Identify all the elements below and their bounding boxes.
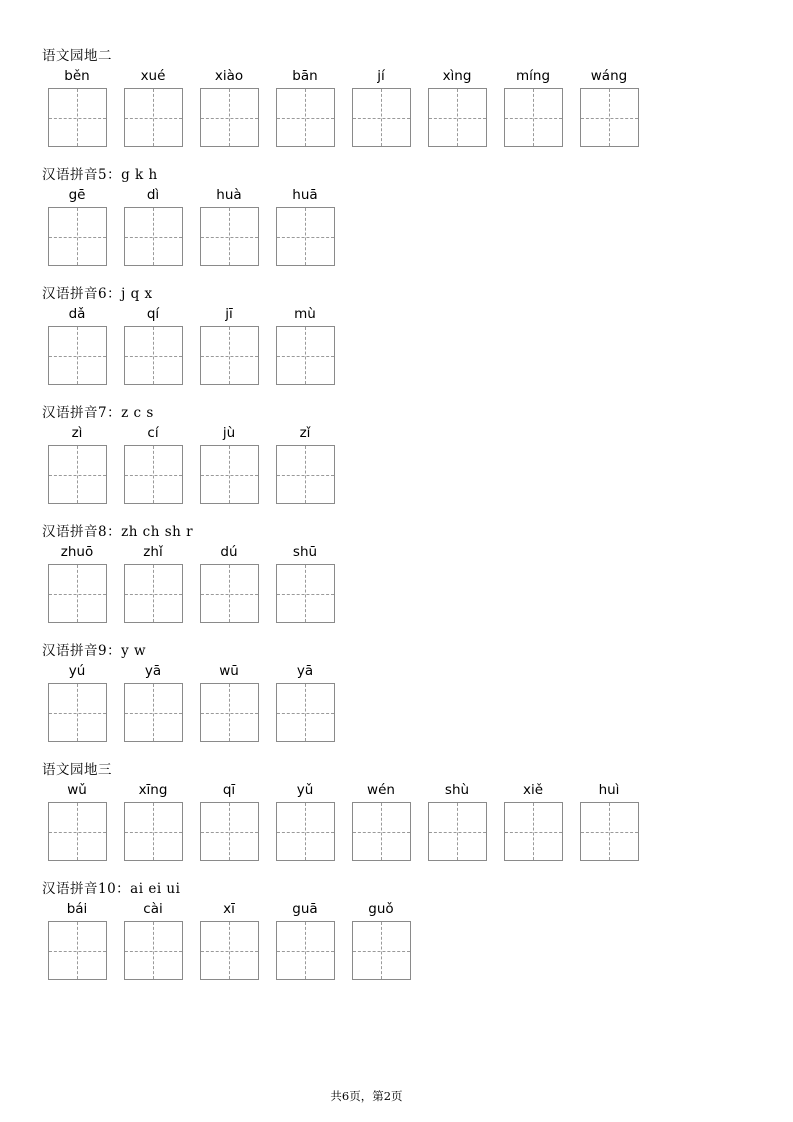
pinyin-label: zì <box>71 425 83 441</box>
pinyin-cell <box>196 901 262 980</box>
pinyin-cell <box>120 68 186 147</box>
pinyin-cell <box>120 544 186 623</box>
page-footer: 共6页，第2页 <box>330 1089 403 1103</box>
pinyin-label: xīng <box>138 782 168 798</box>
tianzige-box[interactable] <box>200 802 259 861</box>
section-2 <box>40 163 745 266</box>
tianzige-box[interactable] <box>276 445 335 504</box>
grid-horizontal-line <box>125 356 182 357</box>
pinyin-cell <box>44 187 110 266</box>
tianzige-box[interactable] <box>276 326 335 385</box>
grid-horizontal-line <box>505 118 562 119</box>
pinyin-cell <box>272 782 338 861</box>
pinyin-label: bái <box>66 901 88 917</box>
tianzige-box[interactable] <box>352 921 411 980</box>
pinyin-cell <box>120 306 186 385</box>
section-5 <box>40 520 745 623</box>
pinyin-cell <box>500 782 566 861</box>
grid-horizontal-line <box>277 951 334 952</box>
pinyin-label: guā <box>292 901 318 917</box>
pinyin-label: yā <box>144 663 162 679</box>
pinyin-cell <box>272 187 338 266</box>
tianzige-box[interactable] <box>48 683 107 742</box>
pinyin-label: huà <box>216 187 242 203</box>
grid-horizontal-line <box>201 356 258 357</box>
pinyin-cell <box>196 306 262 385</box>
pinyin-cell <box>196 782 262 861</box>
section-6 <box>40 639 745 742</box>
grid-horizontal-line <box>125 951 182 952</box>
pinyin-cell <box>120 782 186 861</box>
pinyin-label: xiào <box>214 68 244 84</box>
pinyin-cell <box>272 425 338 504</box>
grid-horizontal-line <box>201 832 258 833</box>
tianzige-box[interactable] <box>276 564 335 623</box>
pinyin-cell <box>196 663 262 742</box>
tianzige-box[interactable] <box>276 802 335 861</box>
section-1 <box>40 44 745 147</box>
pinyin-label: zhuō <box>60 544 94 560</box>
pinyin-label: jí <box>377 68 385 84</box>
tianzige-box[interactable] <box>200 683 259 742</box>
pinyin-label: míng <box>515 68 551 84</box>
pinyin-label: wǔ <box>67 782 87 798</box>
pinyin-cell <box>272 901 338 980</box>
cell-row <box>40 901 745 980</box>
pinyin-cell <box>44 782 110 861</box>
pinyin-label: zhǐ <box>143 544 163 560</box>
pinyin-cell <box>44 68 110 147</box>
pinyin-cell <box>196 544 262 623</box>
pinyin-cell <box>348 782 414 861</box>
pinyin-label: yā <box>296 663 314 679</box>
cell-row <box>40 663 745 742</box>
pinyin-cell <box>44 306 110 385</box>
tianzige-box[interactable] <box>48 802 107 861</box>
grid-horizontal-line <box>277 832 334 833</box>
pinyin-label: qí <box>146 306 160 322</box>
section-title: 语文园地三 <box>42 762 112 778</box>
grid-horizontal-line <box>201 475 258 476</box>
section-8 <box>40 877 745 980</box>
section-4 <box>40 401 745 504</box>
pinyin-cell <box>500 68 566 147</box>
grid-horizontal-line <box>49 713 106 714</box>
tianzige-box[interactable] <box>276 921 335 980</box>
section-title: 汉语拼音9：y w <box>42 643 147 659</box>
tianzige-box[interactable] <box>48 207 107 266</box>
grid-horizontal-line <box>277 356 334 357</box>
cell-row <box>40 544 745 623</box>
pinyin-label: jù <box>222 425 236 441</box>
pinyin-label: xiě <box>522 782 544 798</box>
pinyin-cell <box>196 187 262 266</box>
grid-horizontal-line <box>49 118 106 119</box>
tianzige-box[interactable] <box>504 88 563 147</box>
pinyin-cell <box>424 782 490 861</box>
grid-horizontal-line <box>125 475 182 476</box>
section-7 <box>40 758 745 861</box>
tianzige-box[interactable] <box>580 88 639 147</box>
pinyin-cell <box>120 901 186 980</box>
pinyin-label: huì <box>598 782 620 798</box>
tianzige-box[interactable] <box>580 802 639 861</box>
grid-horizontal-line <box>125 713 182 714</box>
tianzige-box[interactable] <box>428 88 487 147</box>
pinyin-label: yú <box>68 663 86 679</box>
tianzige-box[interactable] <box>48 921 107 980</box>
cell-row <box>40 425 745 504</box>
pinyin-cell <box>272 544 338 623</box>
pinyin-cell <box>44 425 110 504</box>
pinyin-cell <box>44 901 110 980</box>
cell-row <box>40 68 745 147</box>
grid-horizontal-line <box>49 832 106 833</box>
pinyin-label: jī <box>225 306 233 322</box>
section-title: 汉语拼音8：zh ch sh r <box>42 524 194 540</box>
tianzige-box[interactable] <box>200 326 259 385</box>
grid-horizontal-line <box>277 237 334 238</box>
grid-horizontal-line <box>201 951 258 952</box>
tianzige-box[interactable] <box>48 88 107 147</box>
section-title: 汉语拼音5：g k h <box>42 167 158 183</box>
grid-horizontal-line <box>581 118 638 119</box>
grid-horizontal-line <box>353 832 410 833</box>
grid-horizontal-line <box>429 118 486 119</box>
pinyin-label: mù <box>294 306 316 322</box>
tianzige-box[interactable] <box>352 88 411 147</box>
tianzige-box[interactable] <box>124 683 183 742</box>
tianzige-box[interactable] <box>124 88 183 147</box>
tianzige-box[interactable] <box>200 564 259 623</box>
cell-row <box>40 782 745 861</box>
grid-horizontal-line <box>277 475 334 476</box>
pinyin-cell <box>272 663 338 742</box>
pinyin-cell <box>272 68 338 147</box>
tianzige-box[interactable] <box>504 802 563 861</box>
cell-row <box>40 306 745 385</box>
pinyin-label: běn <box>64 68 90 84</box>
pinyin-cell <box>576 782 642 861</box>
pinyin-cell <box>424 68 490 147</box>
pinyin-label: xué <box>140 68 166 84</box>
pinyin-label: shū <box>292 544 318 560</box>
section-title: 汉语拼音10：ai ei ui <box>42 881 181 897</box>
grid-horizontal-line <box>201 118 258 119</box>
grid-horizontal-line <box>201 713 258 714</box>
grid-horizontal-line <box>125 118 182 119</box>
grid-horizontal-line <box>49 475 106 476</box>
grid-horizontal-line <box>49 356 106 357</box>
pinyin-cell <box>44 663 110 742</box>
pinyin-label: gē <box>68 187 86 203</box>
grid-horizontal-line <box>505 832 562 833</box>
tianzige-box[interactable] <box>276 88 335 147</box>
tianzige-box[interactable] <box>200 207 259 266</box>
tianzige-box[interactable] <box>124 802 183 861</box>
tianzige-box[interactable] <box>276 207 335 266</box>
tianzige-box[interactable] <box>200 88 259 147</box>
pinyin-label: shù <box>444 782 470 798</box>
pinyin-label: wén <box>367 782 395 798</box>
grid-horizontal-line <box>125 832 182 833</box>
pinyin-label: dǎ <box>68 306 86 322</box>
cell-row <box>40 187 745 266</box>
tianzige-box[interactable] <box>48 326 107 385</box>
tianzige-box[interactable] <box>428 802 487 861</box>
tianzige-box[interactable] <box>124 326 183 385</box>
grid-horizontal-line <box>277 594 334 595</box>
tianzige-box[interactable] <box>352 802 411 861</box>
grid-horizontal-line <box>49 594 106 595</box>
pinyin-label: bān <box>292 68 318 84</box>
tianzige-box[interactable] <box>200 921 259 980</box>
grid-horizontal-line <box>125 594 182 595</box>
grid-horizontal-line <box>49 951 106 952</box>
pinyin-label: qī <box>222 782 236 798</box>
grid-horizontal-line <box>353 118 410 119</box>
pinyin-cell <box>44 544 110 623</box>
tianzige-box[interactable] <box>124 564 183 623</box>
section-3 <box>40 282 745 385</box>
pinyin-cell <box>120 425 186 504</box>
pinyin-cell <box>348 901 414 980</box>
pinyin-label: dì <box>146 187 160 203</box>
pinyin-label: wáng <box>590 68 628 84</box>
grid-horizontal-line <box>277 118 334 119</box>
section-title: 汉语拼音7：z c s <box>42 405 154 421</box>
pinyin-label: wū <box>219 663 239 679</box>
section-title: 汉语拼音6：j q x <box>42 286 153 302</box>
section-title: 语文园地二 <box>42 48 112 64</box>
tianzige-box[interactable] <box>48 445 107 504</box>
tianzige-box[interactable] <box>276 683 335 742</box>
pinyin-label: huā <box>292 187 318 203</box>
pinyin-label: guǒ <box>368 901 394 917</box>
grid-horizontal-line <box>201 237 258 238</box>
grid-horizontal-line <box>201 594 258 595</box>
pinyin-cell <box>196 425 262 504</box>
pinyin-label: xī <box>223 901 235 917</box>
grid-horizontal-line <box>277 713 334 714</box>
tianzige-box[interactable] <box>124 445 183 504</box>
pinyin-label: xìng <box>442 68 472 84</box>
pinyin-cell <box>120 663 186 742</box>
pinyin-cell <box>196 68 262 147</box>
grid-horizontal-line <box>353 951 410 952</box>
pinyin-label: zǐ <box>299 425 311 441</box>
pinyin-cell <box>576 68 642 147</box>
grid-horizontal-line <box>581 832 638 833</box>
pinyin-label: dú <box>220 544 238 560</box>
grid-horizontal-line <box>429 832 486 833</box>
grid-horizontal-line <box>125 237 182 238</box>
tianzige-box[interactable] <box>48 564 107 623</box>
pinyin-label: cí <box>147 425 159 441</box>
pinyin-label: cài <box>143 901 163 917</box>
tianzige-box[interactable] <box>200 445 259 504</box>
tianzige-box[interactable] <box>124 207 183 266</box>
pinyin-cell <box>348 68 414 147</box>
tianzige-box[interactable] <box>124 921 183 980</box>
pinyin-label: yǔ <box>296 782 314 798</box>
pinyin-cell <box>272 306 338 385</box>
grid-horizontal-line <box>49 237 106 238</box>
pinyin-cell <box>120 187 186 266</box>
